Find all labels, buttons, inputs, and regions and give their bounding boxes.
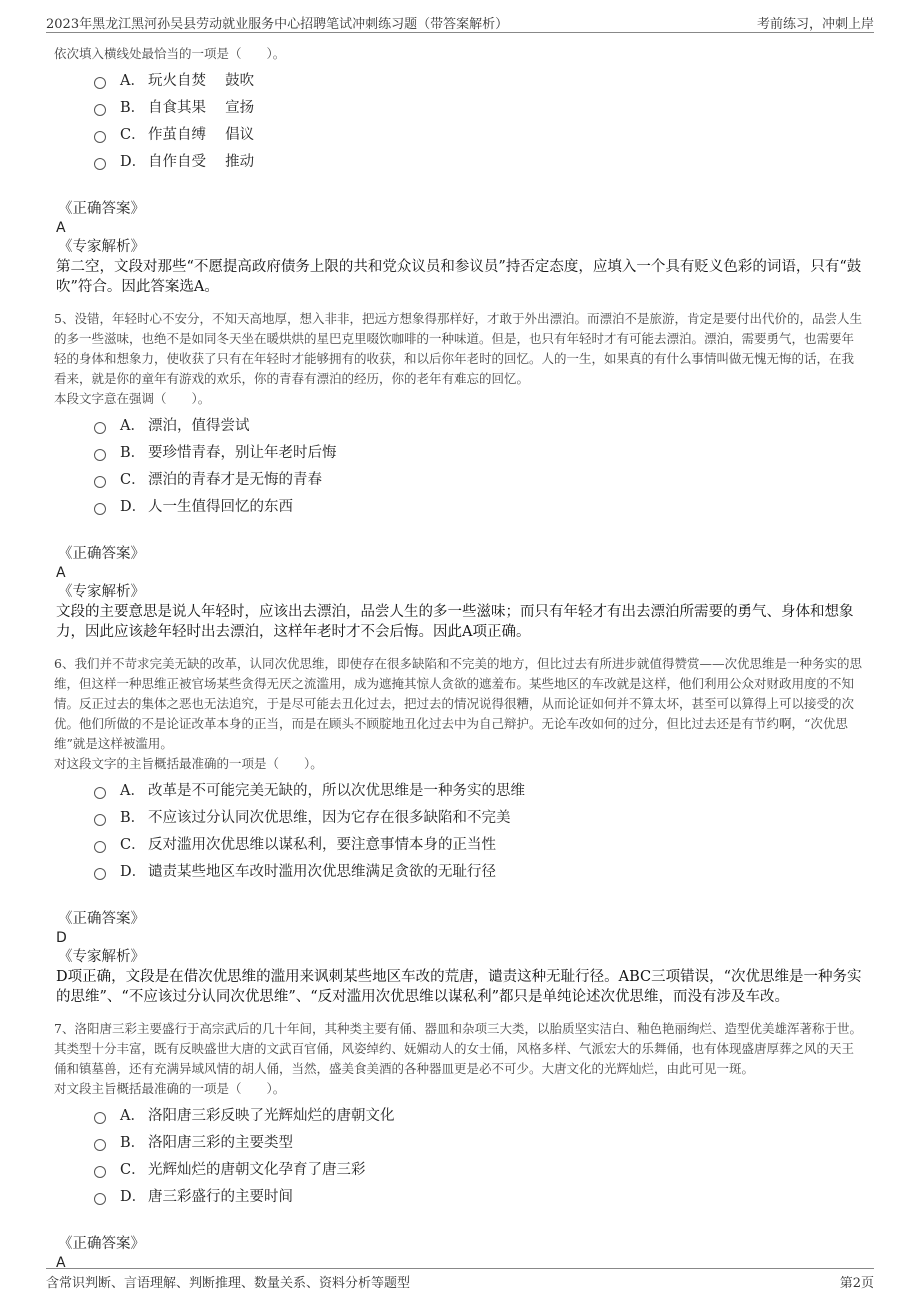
option-text: 反对滥用次优思维以谋私利，要注意事情本身的正当性	[148, 837, 496, 853]
radio-icon[interactable]	[94, 449, 106, 461]
option-c[interactable]	[94, 465, 866, 492]
option-letter: A．	[120, 73, 145, 89]
page-content	[54, 44, 866, 1273]
option-a[interactable]	[94, 776, 866, 803]
option-letter: A．	[120, 1108, 145, 1124]
radio-icon[interactable]	[94, 1139, 106, 1151]
question-5	[54, 309, 866, 642]
radio-icon[interactable]	[94, 1166, 106, 1178]
question-prompt: 本段文字意在强调（ ）。	[54, 391, 211, 406]
option-a[interactable]	[94, 411, 866, 438]
answer-value: A	[56, 1255, 66, 1271]
option-letter: D．	[120, 499, 147, 515]
option-text: 改革是不可能完美无缺的，所以次优思维是一种务实的思维	[148, 783, 525, 799]
option-a[interactable]	[94, 66, 866, 93]
option-text: 作茧自缚 倡议	[148, 127, 255, 143]
option-d[interactable]	[94, 857, 866, 884]
radio-icon[interactable]	[94, 1193, 106, 1205]
answer-value: A	[56, 565, 66, 581]
option-text: 谴责某些地区车改时滥用次优思维满足贪欲的无耻行径	[148, 864, 496, 880]
page-footer	[46, 1268, 874, 1291]
question-prompt: 依次填入横线处最恰当的一项是（ ）。	[54, 46, 286, 61]
radio-icon[interactable]	[94, 868, 106, 880]
option-letter: B．	[120, 100, 146, 116]
option-d[interactable]	[94, 147, 866, 174]
explanation-text: D项正确，文段是在借次优思维的滥用来讽刺某些地区车改的荒唐，谴责这种无耻行径。ABC三项错误，“次优思维是一种务实的思维”、“不应该过分认同次优思维”、“反对滥用次优思维以谋私利”都只是单纯论述次优思维，而没有涉及车改。	[56, 969, 862, 1005]
option-c[interactable]	[94, 120, 866, 147]
option-letter: B．	[120, 810, 146, 826]
question-7	[54, 1019, 866, 1273]
option-b[interactable]	[94, 1128, 866, 1155]
option-text: 玩火自焚 鼓吹	[148, 73, 255, 89]
option-list	[94, 411, 866, 519]
question-stem: 6、我们并不苛求完美无缺的改革，认同次优思维，即使存在很多缺陷和不完美的地方，但比过去有所进步就值得赞赏——次优思维是一种务实的思维，但这样一种思维正被官场某些贪得无厌之流滥用，成为遮掩其惊人贪欲的遮羞布。某些地区的车改就是这样，他们利用公众对财政用度的不知情。反正过去的集体之恶也无法追究，于是尽可能去丑化过去，把过去的情况说得很糟，从而论证如何并不算太坏，甚至可以算得上可以接受的次优。他们所做的不是论证改革本身的正当，而是在顾头不顾腚地丑化过去中为自己辩护。无论车改如何的过分，但比过去还是有节约啊，“次优思维”就是这样被滥用。	[54, 656, 862, 751]
answer-label: 《正确答案》	[58, 911, 145, 927]
radio-icon[interactable]	[94, 841, 106, 853]
explanation-label: 《专家解析》	[58, 949, 145, 965]
header-slogan: 考前练习，冲刺上岸	[756, 17, 874, 32]
page-header	[46, 10, 874, 33]
radio-icon[interactable]	[94, 158, 106, 170]
option-letter: C．	[120, 127, 146, 143]
option-letter: B．	[120, 1135, 146, 1151]
option-text: 光辉灿烂的唐朝文化孕育了唐三彩	[148, 1162, 366, 1178]
option-text: 漂泊的青春才是无悔的青春	[148, 472, 322, 488]
radio-icon[interactable]	[94, 104, 106, 116]
option-text: 洛阳唐三彩反映了光辉灿烂的唐朝文化	[148, 1108, 395, 1124]
radio-icon[interactable]	[94, 77, 106, 89]
option-letter: A．	[120, 418, 145, 434]
explanation-text: 文段的主要意思是说人年轻时，应该出去漂泊，品尝人生的多一些滋味；而只有年轻才有出去漂泊所需要的勇气、身体和想象力，因此应该趁年轻时出去漂泊，这样年老时才不会后悔。因此A项正确。	[56, 604, 854, 640]
option-c[interactable]	[94, 1155, 866, 1182]
question-6	[54, 654, 866, 1007]
option-list	[94, 1101, 866, 1209]
page-number: 第2页	[839, 1276, 874, 1291]
radio-icon[interactable]	[94, 1112, 106, 1124]
option-list	[94, 66, 866, 174]
option-letter: C．	[120, 1162, 146, 1178]
option-letter: D．	[120, 1189, 147, 1205]
option-b[interactable]	[94, 438, 866, 465]
option-text: 漂泊，值得尝试	[148, 418, 250, 434]
radio-icon[interactable]	[94, 503, 106, 515]
option-c[interactable]	[94, 830, 866, 857]
option-text: 人一生值得回忆的东西	[148, 499, 293, 515]
option-a[interactable]	[94, 1101, 866, 1128]
radio-icon[interactable]	[94, 422, 106, 434]
document-title: 2023年黑龙江黑河孙吴县劳动就业服务中心招聘笔试冲刺练习题（带答案解析）	[46, 17, 509, 32]
question-stem: 7、洛阳唐三彩主要盛行于高宗武后的几十年间，其种类主要有俑、器皿和杂项三大类，以胎质坚实洁白、釉色艳丽绚烂、造型优美雄浑著称于世。其类型十分丰富，既有反映盛世大唐的文武百官俑，风姿绰约、妩媚动人的女士俑，风格多样、气派宏大的乐舞俑，也有体现盛唐厚葬之风的天王俑和镇墓兽，还有充满异域风情的胡人俑，当然，盛美食美酒的各种器皿更是必不可少。大唐文化的光辉灿烂，由此可见一斑。	[54, 1021, 862, 1076]
option-text: 自食其果 宣扬	[148, 100, 255, 116]
footer-note: 含常识判断、言语理解、判断推理、数量关系、资料分析等题型	[46, 1276, 411, 1291]
question-4	[54, 44, 866, 297]
option-text: 洛阳唐三彩的主要类型	[148, 1135, 293, 1151]
option-text: 要珍惜青春，别让年老时后悔	[148, 445, 337, 461]
option-letter: C．	[120, 837, 146, 853]
option-b[interactable]	[94, 803, 866, 830]
answer-value: A	[56, 220, 66, 236]
explanation-text: 第二空，文段对那些“不愿提高政府债务上限的共和党众议员和参议员”持否定态度，应填入一个具有贬义色彩的词语，只有“鼓吹”符合。因此答案选A。	[56, 259, 862, 295]
option-letter: B．	[120, 445, 146, 461]
option-list	[94, 776, 866, 884]
answer-label: 《正确答案》	[58, 201, 145, 217]
option-d[interactable]	[94, 1182, 866, 1209]
option-text: 不应该过分认同次优思维，因为它存在很多缺陷和不完美	[148, 810, 511, 826]
option-text: 自作自受 推动	[148, 154, 255, 170]
radio-icon[interactable]	[94, 814, 106, 826]
question-prompt: 对这段文字的主旨概括最准确的一项是（ ）。	[54, 756, 323, 771]
option-letter: A．	[120, 783, 145, 799]
answer-value: D	[56, 930, 67, 946]
radio-icon[interactable]	[94, 787, 106, 799]
question-prompt: 对文段主旨概括最准确的一项是（ ）。	[54, 1081, 286, 1096]
option-d[interactable]	[94, 492, 866, 519]
option-letter: D．	[120, 864, 147, 880]
explanation-label: 《专家解析》	[58, 584, 145, 600]
answer-label: 《正确答案》	[58, 546, 145, 562]
option-text: 唐三彩盛行的主要时间	[148, 1189, 293, 1205]
answer-label: 《正确答案》	[58, 1236, 145, 1252]
question-stem: 5、没错，年轻时心不安分，不知天高地厚，想入非非，把远方想象得那样好，才敢于外出漂泊。而漂泊不是旅游，肯定是要付出代价的，品尝人生的多一些滋味，也绝不是如同冬天坐在暖烘烘的星巴克里啜饮咖啡的一种味道。但是，也只有年轻时才有可能去漂泊。漂泊，需要勇气，也需要年轻的身体和想象力，使收获了只有在年轻时才能够拥有的收获，和以后你年老时的回忆。人的一生，如果真的有什么事情叫做无愧无悔的话，在我看来，就是你的童年有游戏的欢乐，你的青春有漂泊的经历，你的老年有难忘的回忆。	[54, 311, 862, 386]
radio-icon[interactable]	[94, 476, 106, 488]
option-letter: D．	[120, 154, 147, 170]
option-b[interactable]	[94, 93, 866, 120]
radio-icon[interactable]	[94, 131, 106, 143]
explanation-label: 《专家解析》	[58, 239, 145, 255]
option-letter: C．	[120, 472, 146, 488]
